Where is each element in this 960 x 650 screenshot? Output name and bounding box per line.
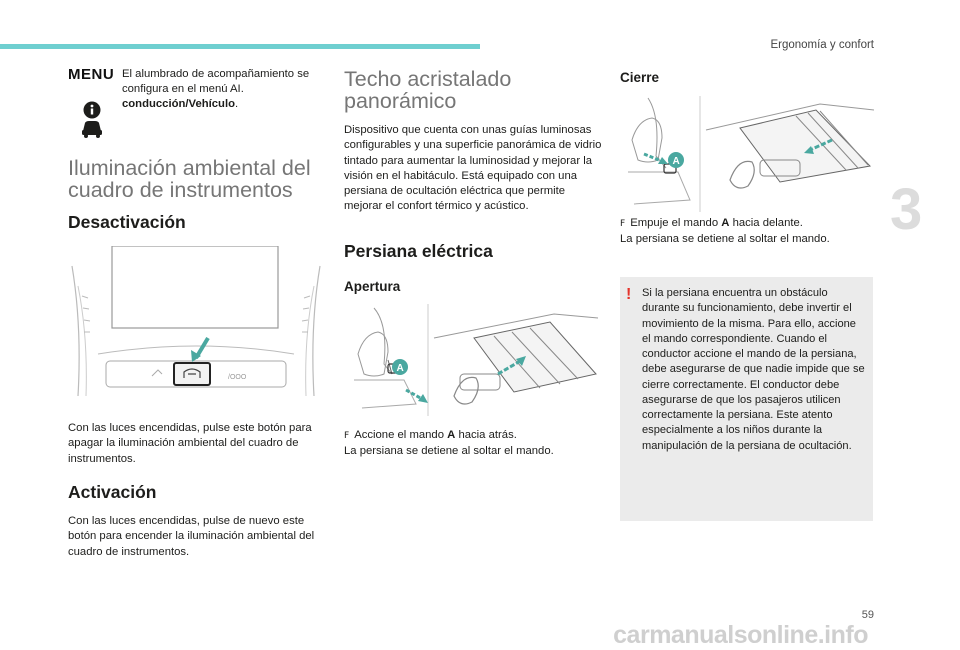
blind-opening-illustration xyxy=(344,304,600,416)
closing-bullet: F xyxy=(620,219,626,229)
warning-icon: ! xyxy=(626,286,632,303)
menu-note-path: conducción/Vehículo xyxy=(122,98,235,110)
opening-title: Apertura xyxy=(344,279,401,294)
deactivation-text: Con las luces encendidas, pulse este botón para apagar la iluminación ambiental del cuadro de instrumentos. xyxy=(68,422,312,465)
opening-note: La persiana se detiene al soltar el mando. xyxy=(344,445,554,458)
callout-a-opening: A xyxy=(396,363,404,374)
menu-icon: MENU xyxy=(68,66,115,83)
closing-note: La persiana se detiene al soltar el mando. xyxy=(620,233,830,246)
instrument-panel-illustration xyxy=(68,246,324,406)
opening-step-post: hacia atrás. xyxy=(458,429,517,441)
callout-a-closing: A xyxy=(672,156,680,167)
panoramic-roof-intro: Dispositivo que cuenta con unas guías luminosas configurables y una superficie panorámica de vidrio tintado para aumentar la luminosidad y mejorar la visión en el habitáculo. Está equipado con una persiana de ocultación eléctrica que permite mejorar el confort térmico y acústico. xyxy=(344,124,602,213)
electric-blind-title: Persiana eléctrica xyxy=(344,241,493,261)
closing-title: Cierre xyxy=(620,70,660,85)
menu-note-pre: El alumbrado de acompañamiento se configura en el menú AI. xyxy=(122,68,310,95)
opening-step-key: A xyxy=(447,429,456,441)
menu-note-post: . xyxy=(235,98,239,110)
closing-step-key: A xyxy=(721,217,730,229)
opening-step-pre: Accione el mando xyxy=(354,429,444,441)
activation-text: Con las luces encendidas, pulse de nuevo este botón para encender la iluminación ambiental del cuadro de instrumentos. xyxy=(68,515,315,558)
deactivation-title: Desactivación xyxy=(68,212,186,232)
opening-instructions xyxy=(344,428,604,460)
closing-step-pre: Empuje el mando xyxy=(630,217,719,229)
panoramic-roof-heading: Techo acristalado panorámico xyxy=(344,67,512,113)
warning-text: Si la persiana encuentra un obstáculo durante su funcionamiento, debe invertir el movimiento de la misma. Para ello, accione el mando correspondiente. Cuando el conductor accione el mando de la persiana, debe asegurarse de que nadie impide que se cierre correctamente. El conductor debe asegurarse de que los pasajeros utilicen correctamente la persiana. Este atento especialmente a los niños durante la manipulación de la persiana de ocultación. xyxy=(642,287,865,452)
warning-box xyxy=(620,277,873,521)
activation-title: Activación xyxy=(68,482,157,502)
watermark: carmanualsonline.info xyxy=(613,621,868,649)
info-car-icon xyxy=(80,101,104,139)
section-title: Ergonomía y confort xyxy=(770,39,874,51)
menu-note-text xyxy=(122,67,322,112)
closing-step-post: hacia delante. xyxy=(732,217,803,229)
closing-instructions xyxy=(620,216,880,248)
header-accent-bar xyxy=(0,44,480,49)
illustration-button-text: /OOO xyxy=(228,374,247,381)
page-number: 59 xyxy=(861,609,874,621)
ambient-lighting-heading: Iluminación ambiental del cuadro de instrumentos xyxy=(68,156,311,202)
blind-closing-illustration xyxy=(620,96,876,212)
chapter-number: 3 xyxy=(890,177,923,242)
opening-bullet: F xyxy=(344,431,350,441)
